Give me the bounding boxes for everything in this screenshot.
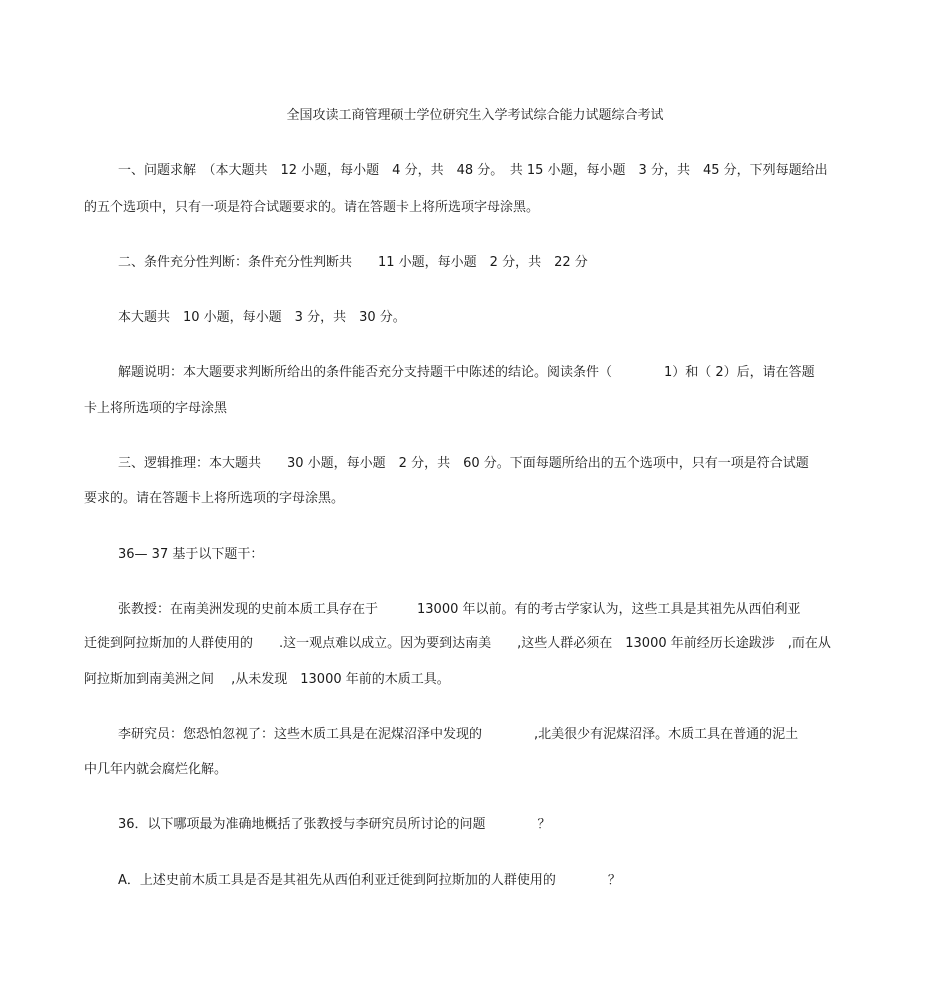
option-a: A．上述史前木质工具是否是其祖先从西伯利亚迁徙到阿拉斯加的人群使用的 ？ xyxy=(118,873,621,888)
instructions-line: 解题说明：本大题要求判断所给出的条件能否充分支持题干中陈述的结论。阅读条件（ 1）和（ 2）后，请在答题 xyxy=(118,365,815,380)
professor-zhang-continuation-1: 迁徙到阿拉斯加的人群使用的 .这一观点难以成立。因为要到达南美 ,这些人群必须在 13000 年前经历长途跋涉 ,而在从 xyxy=(84,636,831,651)
instructions-continuation: 卡上将所选项的字母涂黑 xyxy=(84,401,228,416)
question-group-label: 36— 37 基于以下题干： xyxy=(118,547,264,562)
section-3-heading: 三、逻辑推理：本大题共 30 小题，每小题 2 分，共 60 分。下面每题所给出的五个选项中，只有一项是符合试题 xyxy=(118,456,809,471)
question-36: 36．以下哪项最为准确地概括了张教授与李研究员所讨论的问题 ？ xyxy=(118,817,551,832)
section-1-continuation: 的五个选项中，只有一项是符合试题要求的。请在答题卡上将所选项字母涂黑。 xyxy=(84,200,540,215)
researcher-li-continuation: 中几年内就会腐烂化解。 xyxy=(84,762,228,777)
professor-zhang-continuation-2: 阿拉斯加到南美洲之间 ,从未发现 13000 年前的木质工具。 xyxy=(84,672,450,687)
professor-zhang-statement: 张教授：在南美洲发现的史前本质工具存在于 13000 年以前。有的考古学家认为，这些工具是其祖先从西伯利亚 xyxy=(118,602,801,617)
section-1-heading-line: 一、问题求解 （本大题共 12 小题，每小题 4 分，共 48 分。 共 15 小题，每小题 3 分，共 45 分，下列每题给出 xyxy=(118,163,828,178)
researcher-li-statement: 李研究员：您恐怕忽视了：这些木质工具是在泥煤沼泽中发现的 ,北美很少有泥煤沼泽。木质工具在普通的泥土 xyxy=(118,727,799,742)
section-2-heading: 二、条件充分性判断：条件充分性判断共 11 小题，每小题 2 分，共 22 分 xyxy=(118,255,588,270)
section-2-scoring: 本大题共 10 小题，每小题 3 分，共 30 分。 xyxy=(118,310,406,325)
section-3-continuation: 要求的。请在答题卡上将所选项的字母涂黑。 xyxy=(84,491,345,506)
document-title: 全国攻读工商管理硕士学位研究生入学考试综合能力试题综合考试 xyxy=(286,108,664,123)
